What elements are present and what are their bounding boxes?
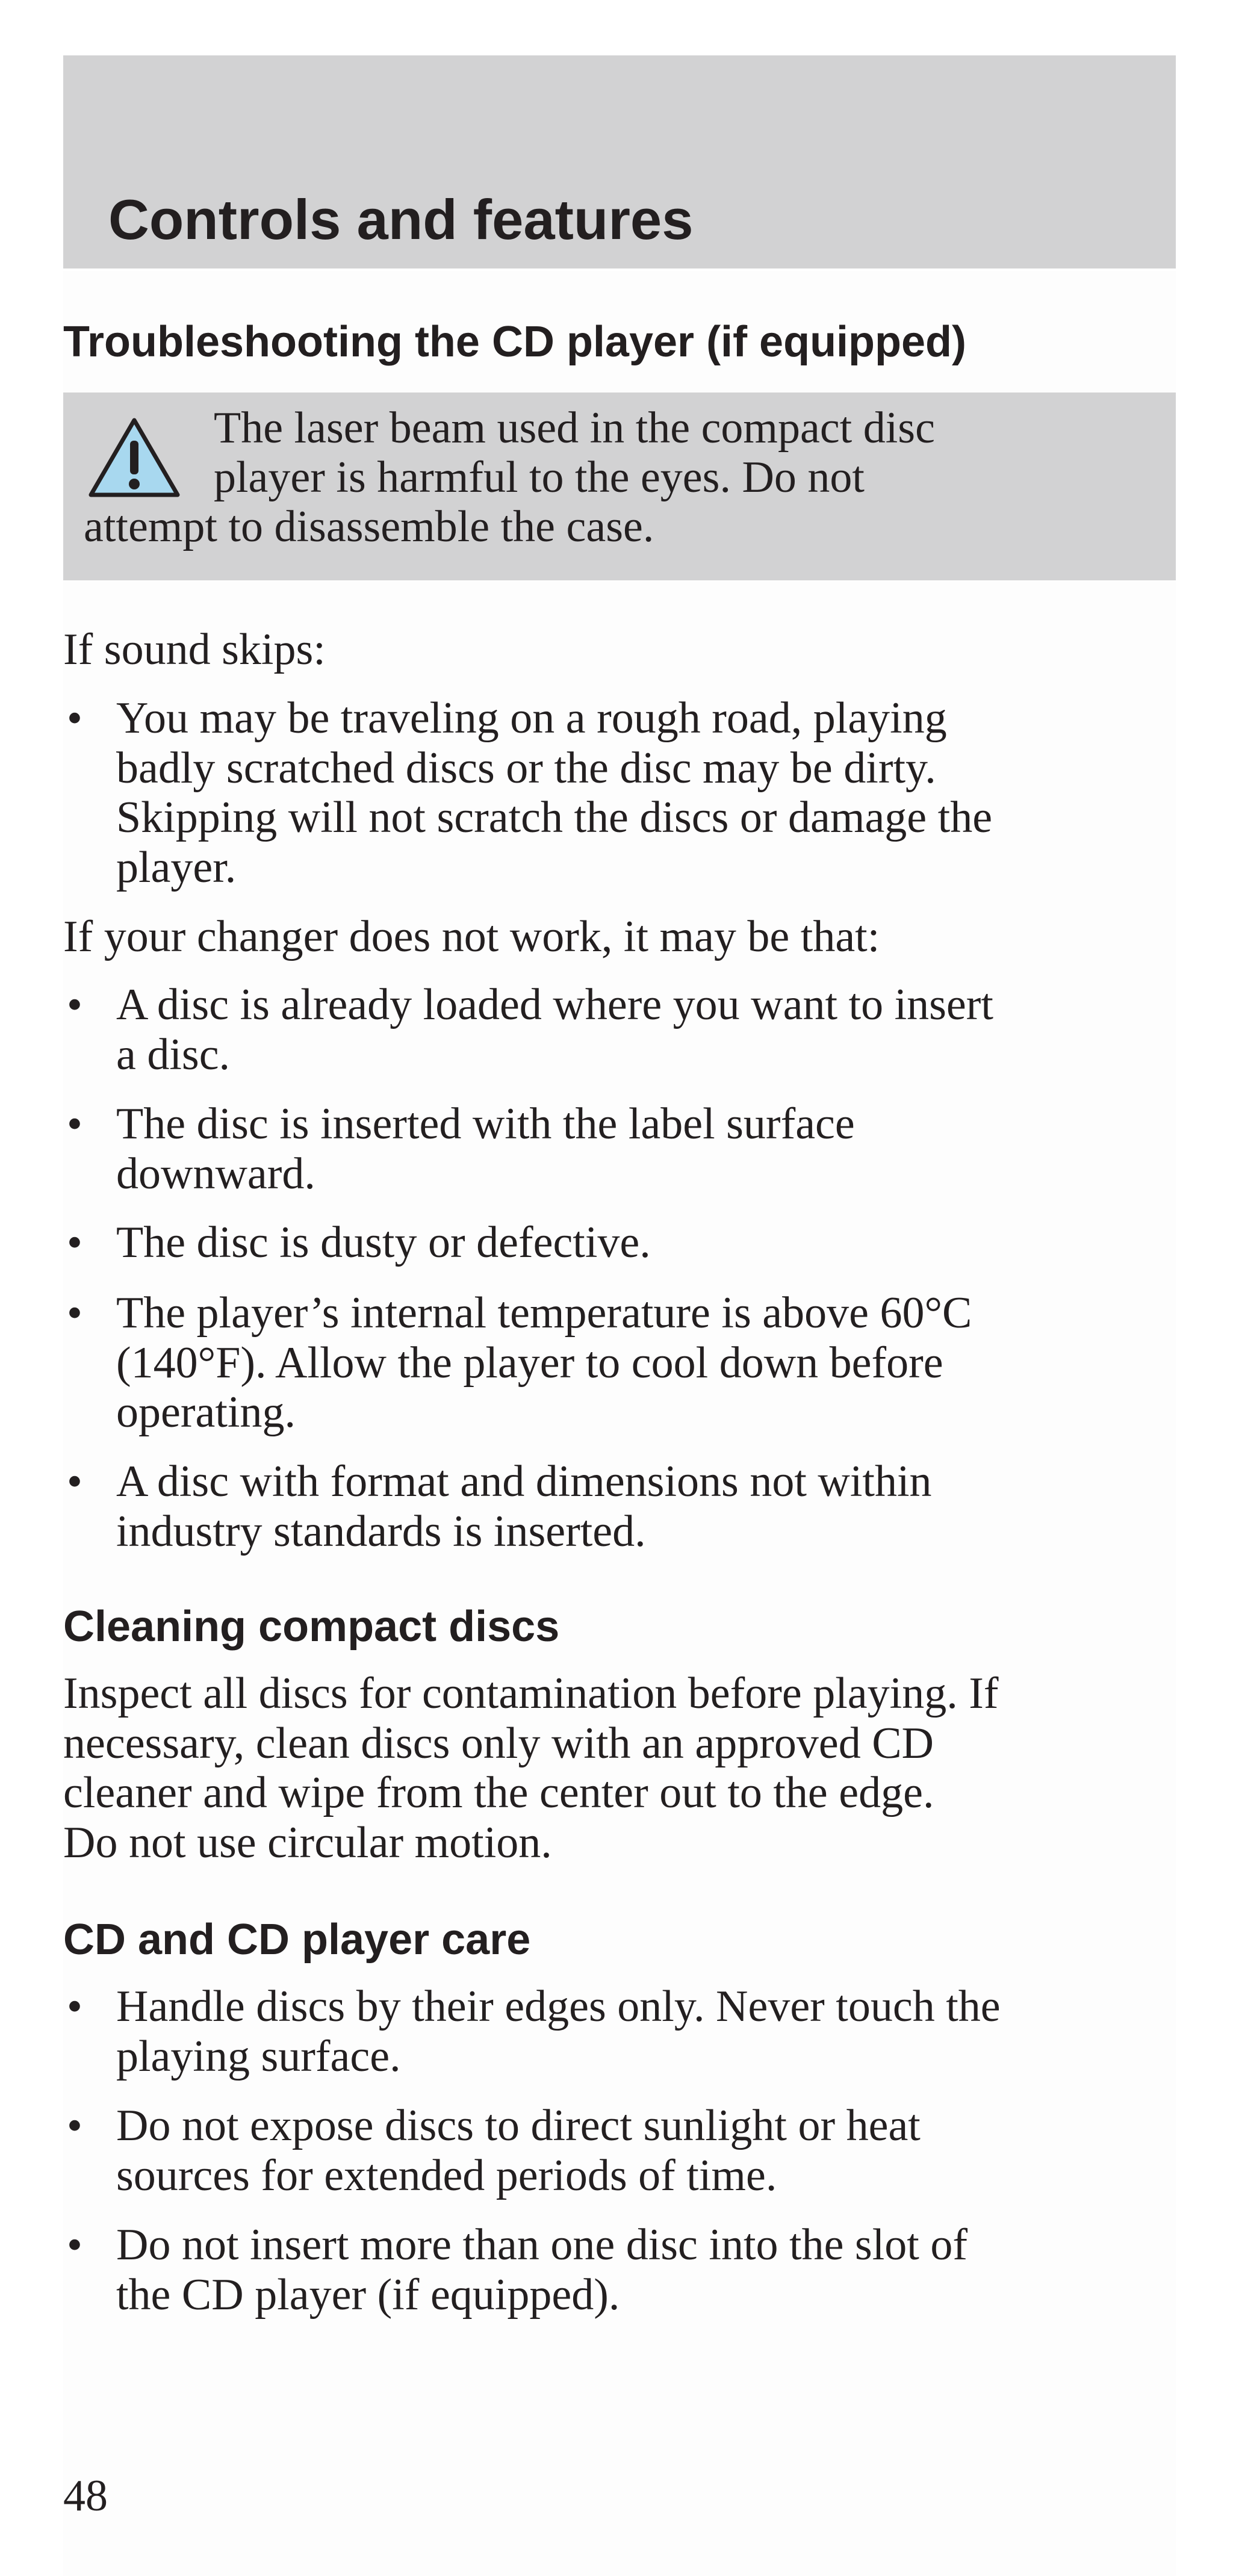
- section-heading-troubleshooting: Troubleshooting the CD player (if equipped): [63, 318, 967, 366]
- page-title: Controls and features: [108, 188, 694, 251]
- list-item-line: operating.: [116, 1388, 296, 1437]
- list-item-line: (140°F). Allow the player to cool down before: [116, 1338, 943, 1388]
- bullet-icon: •: [67, 980, 82, 1029]
- bullet-icon: •: [67, 2220, 82, 2270]
- list-item-line: Do not expose discs to direct sunlight or heat: [116, 2101, 921, 2150]
- warning-text-line: The laser beam used in the compact disc: [214, 403, 935, 453]
- skips-intro: If sound skips:: [63, 625, 326, 674]
- list-item-line: downward.: [116, 1149, 315, 1199]
- warning-text-line: attempt to disassemble the case.: [84, 502, 654, 551]
- list-item-line: A disc is already loaded where you want to insert: [116, 980, 993, 1029]
- list-item-line: Skipping will not scratch the discs or damage the: [116, 793, 993, 842]
- bullet-icon: •: [67, 2101, 82, 2150]
- list-item-line: A disc with format and dimensions not within: [116, 1457, 932, 1506]
- page-number: 48: [63, 2471, 108, 2521]
- section-heading-cleaning: Cleaning compact discs: [63, 1603, 560, 1651]
- bullet-icon: •: [67, 1218, 82, 1267]
- list-item-line: the CD player (if equipped).: [116, 2270, 620, 2320]
- cleaning-paragraph: [63, 1669, 1176, 1867]
- bullet-icon: •: [67, 1982, 82, 2031]
- paragraph-line: cleaner and wipe from the center out to the edge.: [63, 1768, 934, 1817]
- section-heading-care: CD and CD player care: [63, 1916, 531, 1964]
- list-item-line: Do not insert more than one disc into the slot of: [116, 2220, 967, 2270]
- list-item-line: industry standards is inserted.: [116, 1506, 646, 1556]
- bullet-icon: •: [67, 694, 82, 743]
- bullet-icon: •: [67, 1457, 82, 1506]
- paragraph-line: Inspect all discs for contamination before playing. If: [63, 1669, 999, 1718]
- warning-text-line: player is harmful to the eyes. Do not: [214, 453, 865, 502]
- list-item-line: The player’s internal temperature is above 60°C: [116, 1288, 972, 1338]
- paragraph-line: Do not use circular motion.: [63, 1817, 552, 1867]
- list-item-line: badly scratched discs or the disc may be dirty.: [116, 743, 936, 793]
- list-item-line: player.: [116, 842, 237, 892]
- changer-intro: If your changer does not work, it may be that:: [63, 912, 880, 961]
- list-item-line: a disc.: [116, 1029, 231, 1079]
- list-item-line: playing surface.: [116, 2031, 401, 2081]
- paragraph-line: necessary, clean discs only with an approved CD: [63, 1718, 934, 1768]
- warning-triangle-icon: [86, 415, 182, 500]
- list-item-line: sources for extended periods of time.: [116, 2150, 777, 2200]
- list-item-line: Handle discs by their edges only. Never touch the: [116, 1982, 1001, 2031]
- warning-box: [63, 393, 1176, 580]
- list-item-line: The disc is inserted with the label surface: [116, 1099, 855, 1149]
- bullet-icon: •: [67, 1288, 82, 1338]
- list-item-line: You may be traveling on a rough road, playing: [116, 694, 947, 743]
- list-item-line: The disc is dusty or defective.: [116, 1218, 651, 1267]
- bullet-icon: •: [67, 1099, 82, 1149]
